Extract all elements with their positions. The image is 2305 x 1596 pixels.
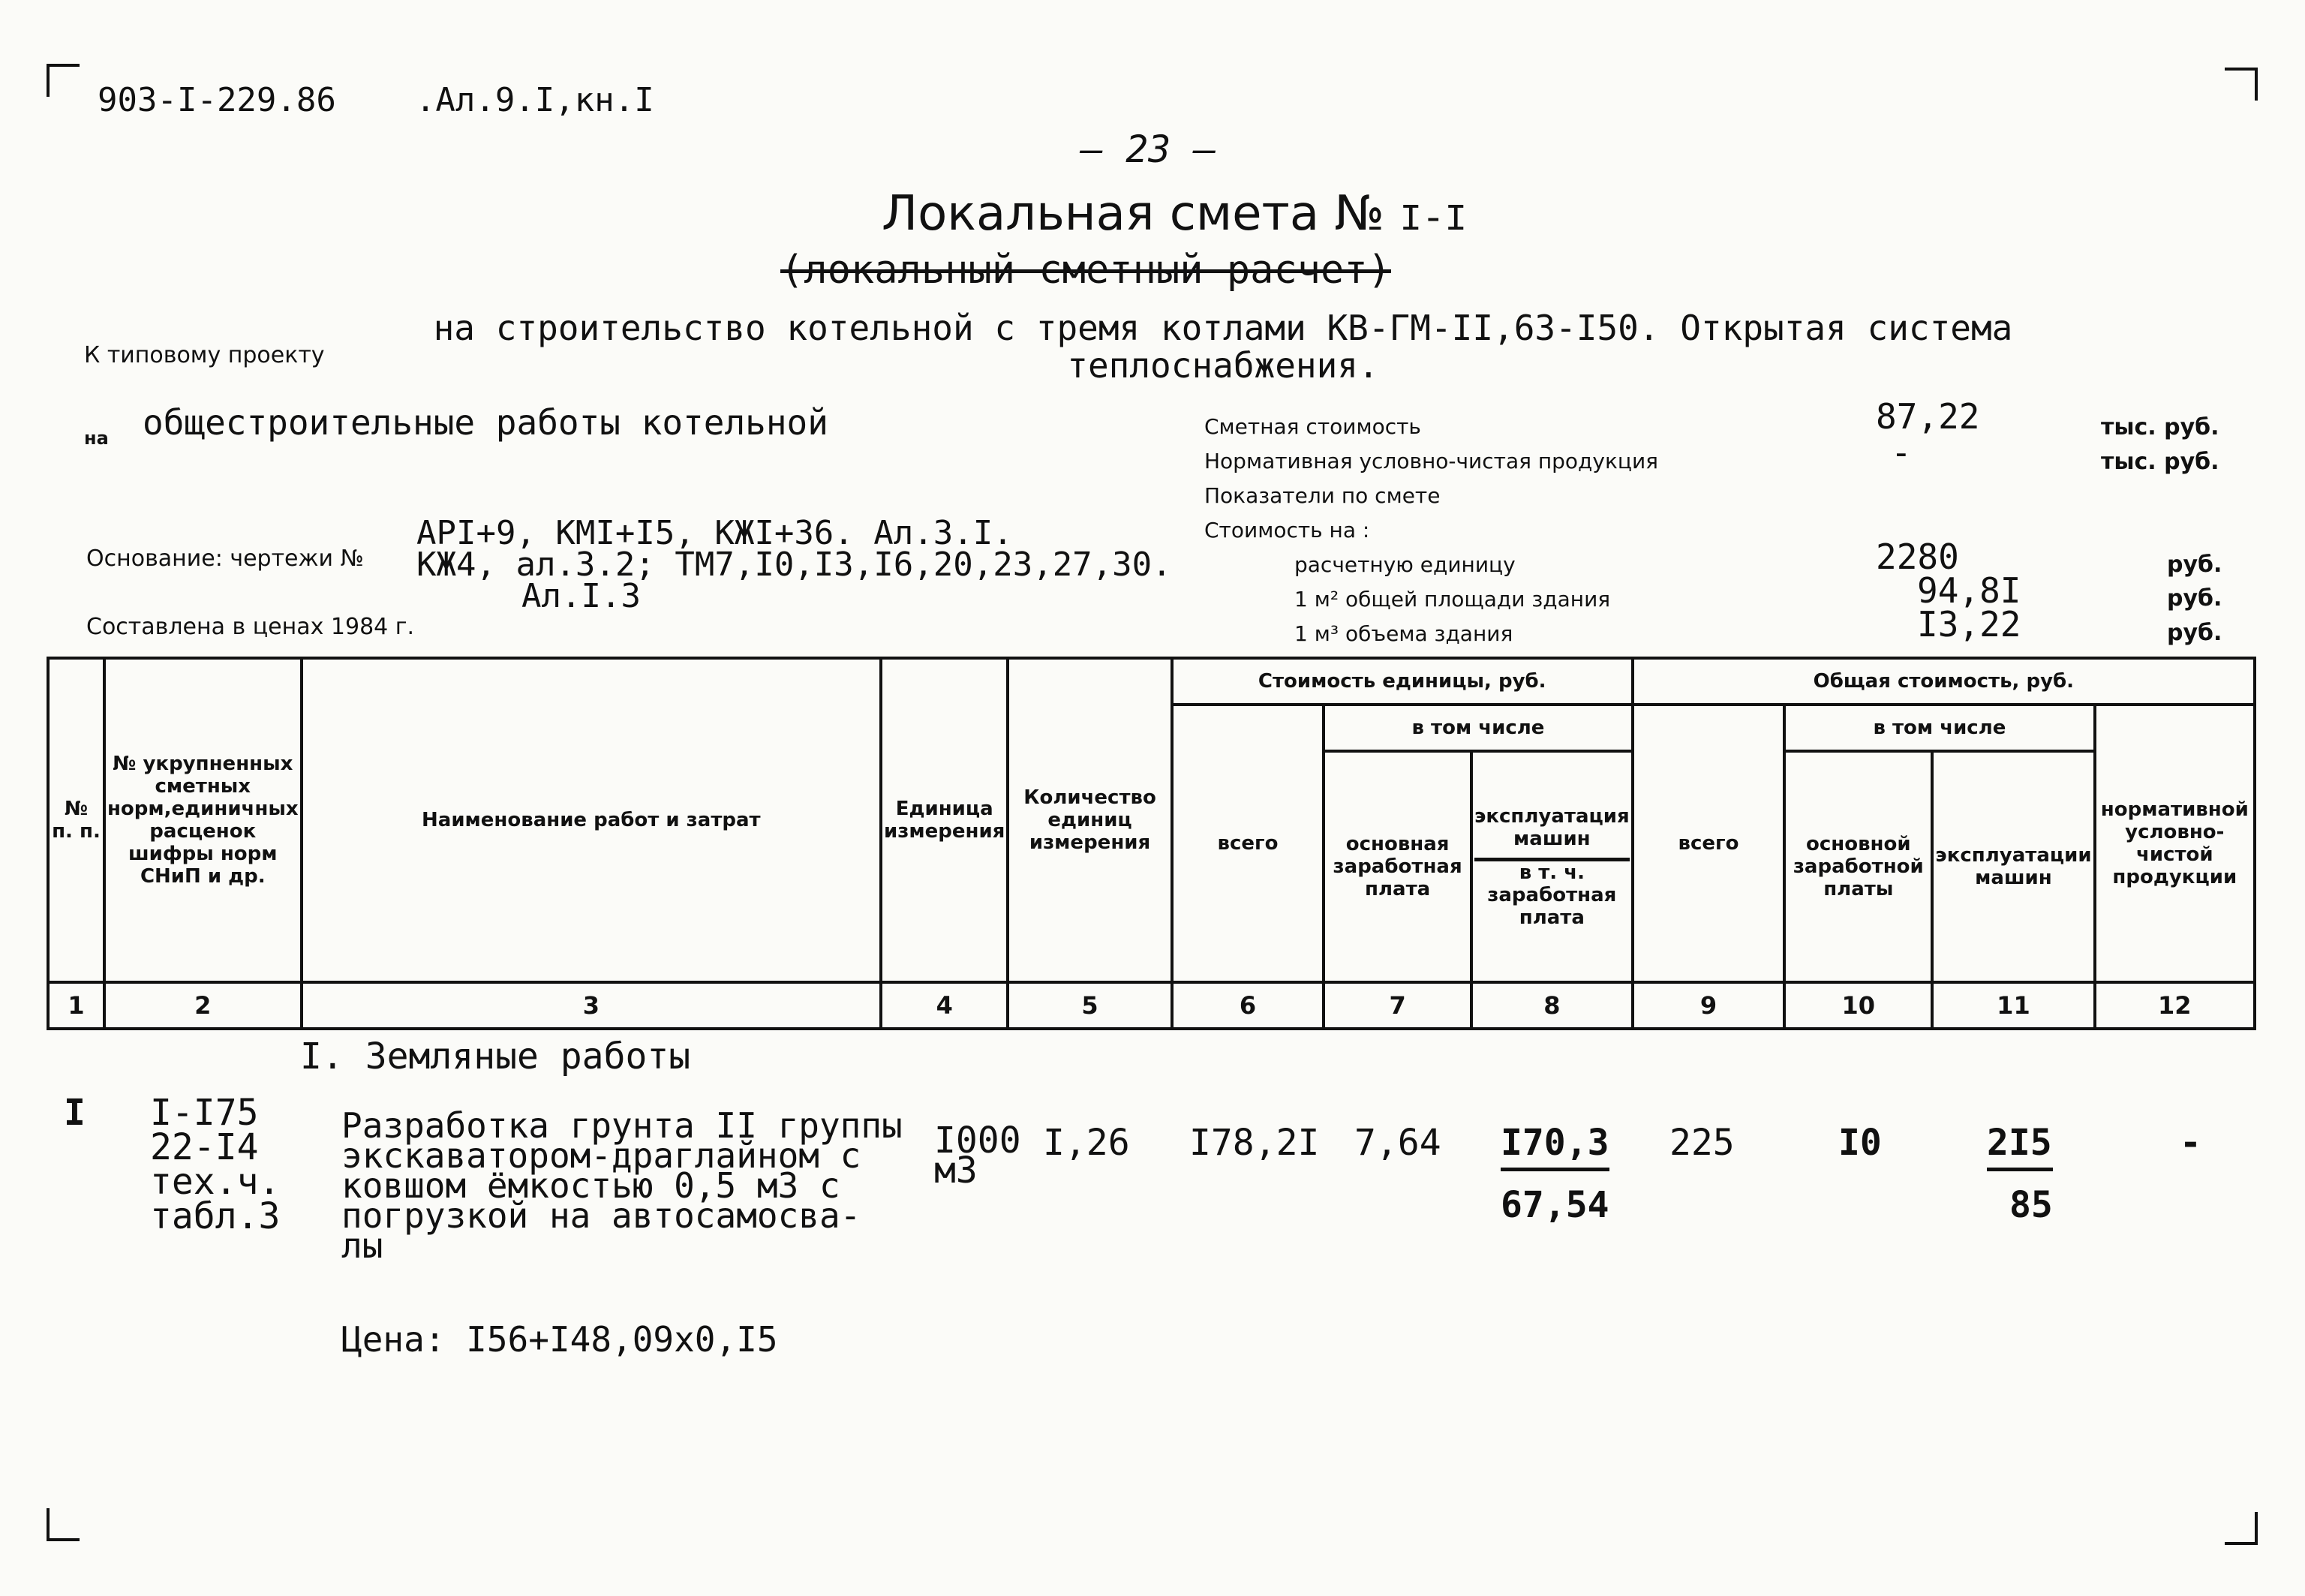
header-unit-all: всего [1172,705,1324,982]
estimate-table-header [47,657,2256,1030]
header-code: № укрупненных сметных норм,единичных расценок шифры норм СНиП и др. [104,658,302,982]
header-unit-incl: в том числе [1324,705,1632,751]
to-project-label: К типовому проекту [84,342,325,368]
row-machines-value: I70,3 [1501,1126,1609,1171]
per-volume-label: 1 м³ объема здания [1294,621,1513,646]
corner-mark-top-right [2225,68,2258,101]
row-machines [1501,1122,1609,1226]
cost-per-label: Стоимость на : [1204,518,1370,543]
row-name-line: ковшом ёмкостью 0,5 м3 с [341,1165,840,1206]
row-code-line: табл.3 [150,1195,281,1237]
col-number: 4 [881,982,1008,1029]
header-machines-label: эксплуатация машин [1474,805,1630,861]
row-total-salary: I0 [1838,1122,1882,1164]
col-number: 6 [1172,982,1324,1029]
col-number: 12 [2095,982,2255,1029]
per-volume-unit: руб. [2167,620,2222,646]
header-num: № п. п. [48,658,104,982]
header-total-cost: Общая стоимость, руб. [1633,658,2255,705]
header-total-incl: в том числе [1784,705,2094,751]
row-name-line: Разработка грунта II группы [341,1105,903,1146]
object-line-2: теплоснабжения. [1067,345,1379,386]
normative-label: Нормативная условно-чистая продукция [1204,449,1658,473]
price-note: Цена: I56+I48,09х0,I5 [341,1319,778,1360]
row-name-line: лы [341,1225,383,1266]
title-number: I-I [1399,199,1468,242]
header-unit: Единица измерения [881,658,1008,982]
page-number: — 23 — [1080,128,1216,171]
summary-labels [1204,410,1658,651]
cost-label: Сметная стоимость [1204,414,1421,439]
indicators-label: Показатели по смете [1204,483,1441,508]
per-area-value: 94,8I [1917,570,2021,611]
row-code-line: I-I75 [150,1092,259,1134]
corner-mark-bottom-right [2225,1512,2258,1545]
row-name-line: экскаватором-драглайном с [341,1135,861,1176]
header-salary: основная заработная плата [1324,751,1471,982]
col-number: 8 [1471,982,1633,1029]
col-number: 2 [104,982,302,1029]
na-label: на [84,428,109,449]
row-number: I [64,1092,86,1134]
per-volume-value: I3,22 [1917,604,2021,645]
per-area-label: 1 м² общей площади здания [1294,587,1611,612]
normative-value: - [1891,432,1912,473]
basis-line-1: АРI+9, КМI+I5, КЖI+36. Ал.3.I. [416,514,1013,552]
per-unit-label: расчетную единицу [1294,552,1516,577]
corner-mark-bottom-left [47,1508,80,1541]
row-salary: 7,64 [1354,1122,1441,1164]
row-unit-line: м3 [934,1150,978,1192]
column-number-row [48,982,2255,1029]
cost-value: 87,22 [1876,396,1980,437]
prices-basis [86,614,414,640]
page-title [882,186,1467,242]
row-code-line: тех.ч. [150,1161,281,1203]
header-qty: Количество единиц измерения [1008,658,1171,982]
col-number: 9 [1633,982,1785,1029]
col-number: 1 [48,982,104,1029]
row-total-machines-value: 2I5 [1987,1126,2053,1171]
row-unit [934,1120,1021,1192]
row-name-line: погрузкой на автосамосва- [341,1195,861,1236]
header-normative: нормативной условно-чистой продукции [2095,705,2255,982]
header-machines [1471,751,1633,982]
row-total: 225 [1669,1122,1735,1164]
col-number: 11 [1932,982,2094,1029]
row-machines-salary: 67,54 [1501,1184,1609,1226]
normative-unit: тыс. руб. [2101,449,2219,475]
basis-line-3: Ал.I.3 [521,577,641,615]
row-total-machines-salary: 85 [2009,1184,2053,1226]
basis-drawings [416,514,1172,615]
cost-unit: тыс. руб. [2101,414,2219,440]
row-name [341,1105,903,1266]
row-unit-cost: I78,2I [1189,1122,1320,1164]
work-type: общестроительные работы котельной [143,402,828,443]
section-title: I. Земляные работы [300,1035,691,1078]
header-name: Наименование работ и затрат [302,658,881,982]
doc-code-number: 903-I-229.86 [98,81,336,119]
header-salary-total: основной заработной платы [1784,751,1932,982]
per-unit-value: 2280 [1876,537,1959,577]
row-total-machines [1987,1122,2053,1226]
title-text: Локальная смета № [882,186,1384,242]
row-qty: I,26 [1043,1122,1130,1164]
row-code [150,1092,281,1237]
basis-line-2: КЖ4, ал.3.2; ТМ7,I0,I3,I6,20,23,27,30. [416,546,1172,584]
header-unit-cost: Стоимость единицы, руб. [1172,658,1633,705]
doc-code [98,81,654,119]
corner-mark-top-left [47,64,80,97]
row-unit-line: I000 [934,1120,1021,1162]
row-code-line: 22-I4 [150,1126,259,1168]
header-total-all: всего [1633,705,1785,982]
prices-label: Составлена в ценах [86,614,324,640]
per-area-unit: руб. [2167,585,2222,612]
row-normative: - [2180,1122,2201,1164]
prices-year: 1984 г. [330,614,415,640]
object-line-1: на строительство котельной с тремя котлами КВ-ГМ-II,63-I50. Открытая система [433,308,2013,348]
header-machines-total: эксплуатации машин [1932,751,2094,982]
col-number: 10 [1784,982,1932,1029]
col-number: 5 [1008,982,1171,1029]
col-number: 3 [302,982,881,1029]
per-unit-unit: руб. [2167,552,2222,578]
object-description [416,309,2030,384]
basis-label: Основание: чертежи № [86,546,364,572]
album-ref: .Ал.9.I,кн.I [415,81,654,119]
subtitle-struck: (локальный сметный расчет) [780,248,1391,293]
header-machines-salary: в т. ч. заработная плата [1487,861,1617,929]
col-number: 7 [1324,982,1471,1029]
